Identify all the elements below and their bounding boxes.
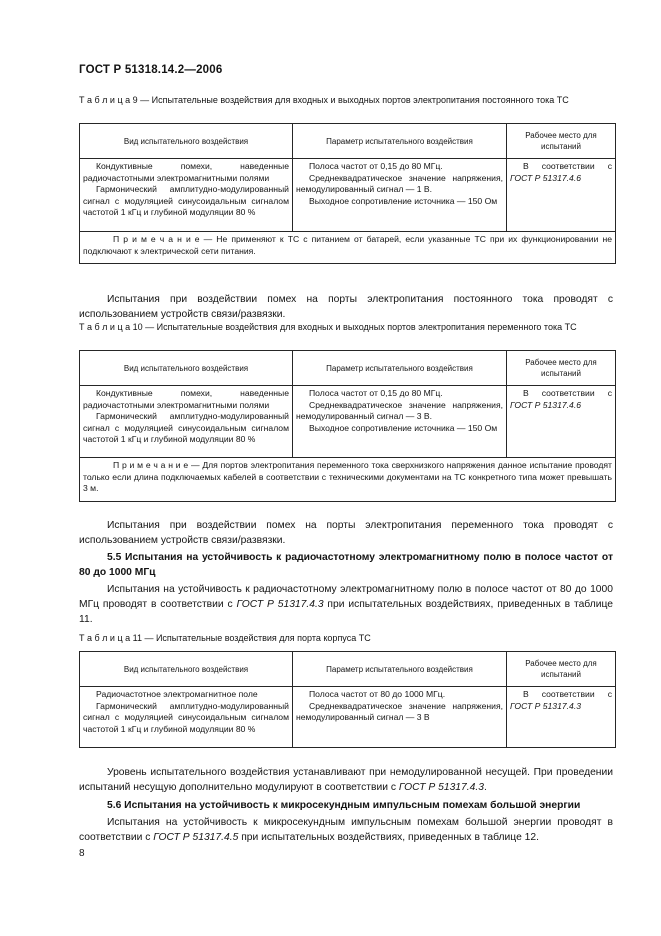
param-line: Среднеквадратическое значение напряжения, немодулированный сигнал — 3 В.	[296, 399, 503, 421]
param-line: Выходное сопротивление источника — 150 Ом	[309, 422, 498, 433]
paragraph-dc-ports	[79, 292, 613, 322]
standard-ref: ГОСТ Р 51317.4.3	[398, 782, 484, 793]
page-number: 8	[79, 848, 85, 859]
document-header: ГОСТ Р 51318.14.2—2006	[79, 64, 223, 76]
col-header-workplace: Рабочее место для испытаний	[507, 652, 616, 687]
paragraph-modulation	[79, 765, 613, 795]
table-10-note: П р и м е ч а н и е — Для портов электропитания переменного тока сверхнизкого напряжения данное испытание проводят только если длина подключаемых кабелей в соответствии с техническими документами на ТС конкретного типа может превышать 3 м.	[80, 458, 616, 502]
table-9-workplace-cell	[507, 159, 616, 232]
workplace-standard-ref: ГОСТ Р 51317.4.6	[510, 399, 581, 410]
col-header-param: Параметр испытательного воздействия	[293, 652, 507, 687]
col-header-workplace: Рабочее место для испытаний	[507, 351, 616, 386]
section-5-5-text: Испытания на устойчивость к радиочастотному электромагнитному полю в полосе частот от 80 до 1000 МГц проводят в соответствии с ГОСТ Р 51317.4.3 при испытательных воздействиях, приведенных в таблице 11.	[79, 584, 613, 625]
param-line: Полоса частот от 0,15 до 80 МГц.	[309, 161, 443, 171]
table-10-caption: Т а б л и ц а 10 — Испытательные воздействия для входных и выходных портов электропитания переменного тока ТС	[79, 322, 577, 332]
table-10-test-cell	[80, 386, 293, 458]
table-11	[79, 651, 616, 748]
table-10-param-cell	[293, 386, 507, 458]
workplace-prefix: В соответствии с	[523, 388, 612, 398]
param-line: Среднеквадратическое значение напряжения, немодулированный сигнал — 1 В.	[296, 172, 503, 194]
table-11-caption: Т а б л и ц а 11 — Испытательные воздействия для порта корпуса ТС	[79, 633, 371, 643]
table-11-param-cell	[293, 687, 507, 748]
table-9-param-cell	[293, 159, 507, 232]
test-line: Кондуктивные помехи, наведенные радиочастотными электромагнитными полями	[83, 388, 289, 410]
table-11-workplace-cell	[507, 687, 616, 748]
param-line: Среднеквадратическое значение напряжения, немодулированный сигнал — 3 В	[296, 700, 503, 722]
table-10-workplace-cell	[507, 386, 616, 458]
col-header-test: Вид испытательного воздействия	[80, 351, 293, 386]
param-line: Полоса частот от 0,15 до 80 МГц.	[309, 388, 443, 398]
section-5-6-heading: 5.6 Испытания на устойчивость к микросекундным импульсным помехам большой энергии	[107, 800, 581, 811]
paragraph-ac-ports	[79, 518, 613, 548]
col-header-workplace: Рабочее место для испытаний	[507, 124, 616, 159]
section-5-5-heading: 5.5 Испытания на устойчивость к радиочастотному электромагнитному полю в полосе частот от 80 до 1000 МГц	[79, 552, 613, 578]
col-header-param: Параметр испытательного воздействия	[293, 351, 507, 386]
col-header-test: Вид испытательного воздействия	[80, 652, 293, 687]
table-11-test-cell	[80, 687, 293, 748]
table-10	[79, 350, 616, 502]
workplace-standard-ref: ГОСТ Р 51317.4.3	[510, 700, 581, 711]
test-line: Радиочастотное электромагнитное поле	[96, 689, 258, 699]
section-5-6	[79, 798, 613, 845]
test-line: Гармонический амплитудно-модулированный сигнал с модуляцией синусоидальным сигналом частотой 1 кГц и глубиной модуляции 80 %	[83, 700, 289, 734]
table-9	[79, 123, 616, 264]
paragraph-text: Испытания при воздействии помех на порты электропитания переменного тока проводят с использованием устройств связи/развязки.	[79, 520, 613, 546]
paragraph-text: Испытания при воздействии помех на порты электропитания постоянного тока проводят с использованием устройств связи/развязки.	[79, 294, 613, 320]
test-line: Кондуктивные помехи, наведенные радиочастотными электромагнитными полями	[83, 161, 289, 183]
param-line: Выходное сопротивление источника — 150 Ом	[309, 195, 498, 206]
paragraph-text: Уровень испытательного воздействия устанавливают при немодулированной несущей. При проведении испытаний несущую дополнительно модулируют в соответствии с ГОСТ Р 51317.4.3.	[79, 767, 613, 793]
table-9-caption: Т а б л и ц а 9 — Испытательные воздействия для входных и выходных портов электропитания постоянного тока ТС	[79, 95, 569, 105]
standard-ref: ГОСТ Р 51317.4.5	[153, 832, 239, 843]
section-5-5	[79, 550, 613, 627]
param-line: Полоса частот от 80 до 1000 МГц.	[309, 689, 446, 699]
test-line: Гармонический амплитудно-модулированный сигнал с модуляцией синусоидальным сигналом частотой 1 кГц и глубиной модуляции 80 %	[83, 184, 289, 217]
workplace-prefix: В соответствии с	[523, 161, 612, 171]
table-9-note: П р и м е ч а н и е — Не применяют к ТС с питанием от батарей, если указанные ТС при их функционировании не подключают к электрической сети питания.	[80, 232, 616, 264]
workplace-prefix: В соответствии с	[523, 689, 612, 699]
table-9-test-cell	[80, 159, 293, 232]
section-5-6-text: Испытания на устойчивость к микросекундным импульсным помехам большой энергии проводят в соответствии с ГОСТ Р 51317.4.5 при испытательных воздействиях, приведенных в таблице 12.	[79, 817, 613, 843]
test-line: Гармонический амплитудно-модулированный сигнал с модуляцией синусоидальным сигналом частотой 1 кГц и глубиной модуляции 80 %	[83, 411, 289, 444]
col-header-test: Вид испытательного воздействия	[80, 124, 293, 159]
standard-ref: ГОСТ Р 51317.4.3	[236, 599, 324, 610]
workplace-standard-ref: ГОСТ Р 51317.4.6	[510, 172, 581, 183]
col-header-param: Параметр испытательного воздействия	[293, 124, 507, 159]
